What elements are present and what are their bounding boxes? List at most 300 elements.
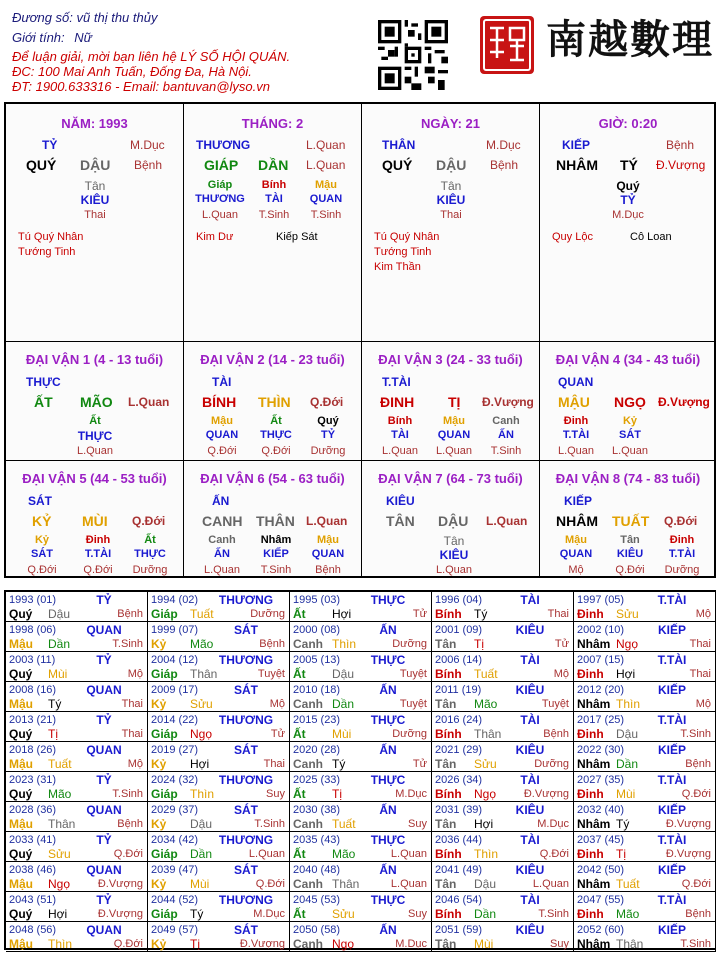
year-stem: Đinh — [577, 787, 604, 801]
hidden-stage: T.Sinh — [490, 445, 522, 457]
year-cell — [6, 922, 148, 952]
year-branch: Sửu — [332, 907, 355, 921]
hidden-stage: Q.Đới — [207, 445, 237, 457]
year-stem: Tân — [435, 757, 457, 771]
hidden-stage: L.Quan — [435, 445, 473, 457]
year-stage: Mộ — [695, 608, 711, 620]
year-star: T.TÀI — [657, 653, 687, 667]
year-stage: Q.Đới — [113, 848, 143, 860]
year-cell — [148, 592, 290, 622]
pillar-branch: DẬU — [436, 157, 467, 173]
year-stage: Đ.Vượng — [523, 788, 569, 800]
hidden-stage: L.Quan — [203, 564, 241, 576]
year-cell — [432, 592, 574, 622]
year-label: 2036 (44) — [435, 834, 483, 846]
year-stage: L.Quan — [248, 848, 285, 860]
year-label: 2014 (22) — [151, 714, 199, 726]
hidden-star: T.TÀI — [562, 429, 590, 441]
hidden-stem: Ất — [89, 415, 101, 427]
year-branch: Mão — [616, 907, 640, 921]
year-label: 2010 (18) — [293, 684, 341, 696]
year-stem: Quý — [9, 907, 33, 921]
year-label: 1996 (04) — [435, 594, 483, 606]
hidden-star: KIÊU — [80, 193, 110, 207]
year-star: KIẾP — [657, 803, 686, 817]
year-branch: Mùi — [474, 937, 494, 951]
year-star: ẤN — [379, 803, 397, 817]
year-stage: T.Sinh — [254, 818, 285, 830]
year-branch: Mão — [332, 847, 356, 861]
year-label: 2050 (58) — [293, 924, 341, 936]
year-branch: Dần — [332, 697, 355, 711]
year-cell — [148, 832, 290, 862]
year-star: THƯƠNG — [218, 893, 274, 907]
hidden-stage: T.Sinh — [258, 209, 290, 221]
year-label: 2009 (17) — [151, 684, 199, 696]
year-stage: Đ.Vượng — [97, 908, 143, 920]
year-stem: Canh — [293, 817, 323, 831]
year-cell — [6, 712, 148, 742]
year-label: 2000 (08) — [293, 624, 341, 636]
year-stem: Nhâm — [577, 817, 611, 831]
dai-van-star: KIÊU — [386, 494, 415, 508]
year-star: KIÊU — [515, 623, 545, 637]
dai-van-title: ĐẠI VẬN 4 (34 - 43 tuổi) — [555, 352, 701, 367]
dai-van-title: ĐẠI VẬN 2 (14 - 23 tuổi) — [200, 352, 345, 367]
year-cell — [432, 772, 574, 802]
hidden-stage: Bệnh — [315, 564, 341, 576]
year-star: TÀI — [520, 713, 540, 727]
pillar-top-star: TỶ — [42, 138, 58, 152]
pillar-note: Tú Quý Nhân — [374, 231, 440, 243]
year-stage: Bệnh — [543, 728, 569, 740]
year-stage: Thai — [689, 668, 711, 680]
year-stage: Dưỡng — [392, 638, 427, 650]
year-cell — [290, 682, 432, 712]
year-branch: Tý — [474, 607, 488, 621]
year-stage: Mộ — [695, 698, 711, 710]
year-cell — [148, 622, 290, 652]
year-stem: Quý — [9, 847, 33, 861]
year-stage: Bệnh — [685, 908, 711, 920]
gender-label: Giới tính: — [12, 30, 65, 45]
year-star: ẤN — [379, 683, 397, 697]
year-cell — [6, 592, 148, 622]
year-label: 1999 (07) — [151, 624, 199, 636]
hidden-star: QUAN — [311, 548, 345, 560]
year-star: TỶ — [96, 653, 112, 667]
year-cell — [148, 892, 290, 922]
year-stage: L.Quan — [390, 848, 427, 860]
year-stem: Nhâm — [577, 637, 611, 651]
year-branch: Thân — [332, 877, 360, 891]
year-stage: Tuyệt — [399, 698, 427, 710]
year-stage: Tuyệt — [257, 668, 285, 680]
year-branch: Dần — [48, 637, 71, 651]
year-cell — [6, 622, 148, 652]
dai-van-7 — [362, 461, 540, 576]
dai-van-stage: Q.Đới — [664, 514, 698, 528]
dai-van-branch: MÙI — [82, 513, 108, 529]
year-stem: Mậu — [9, 757, 33, 771]
year-branch: Tị — [332, 787, 342, 801]
year-stage: Q.Đới — [539, 848, 569, 860]
year-stage: Đ.Vượng — [665, 818, 711, 830]
year-cell — [148, 742, 290, 772]
year-stage: L.Quan — [390, 878, 427, 890]
year-stage: Bệnh — [259, 638, 285, 650]
dai-van-branch: TỊ — [448, 394, 461, 410]
hidden-stage: Q.Đới — [615, 564, 645, 576]
year-star: QUAN — [86, 743, 122, 757]
year-stage: M.Dục — [253, 908, 285, 920]
hidden-star: KIÊU — [439, 548, 469, 562]
pillar-top-star: KIẾP — [562, 138, 591, 152]
year-cell — [290, 742, 432, 772]
year-stem: Quý — [9, 607, 33, 621]
year-cell — [148, 712, 290, 742]
pillar-chart — [4, 102, 716, 578]
year-stem: Bính — [435, 607, 462, 621]
year-label: 2042 (50) — [577, 864, 625, 876]
year-cell — [574, 892, 716, 922]
year-stem: Kỷ — [151, 697, 167, 711]
year-star: KIẾP — [657, 923, 686, 937]
year-stem: Ất — [293, 607, 306, 621]
year-cell — [432, 862, 574, 892]
year-branch: Mùi — [48, 667, 68, 681]
hidden-stem: Tân — [620, 534, 640, 546]
year-branch: Mão — [190, 637, 214, 651]
year-branch: Thìn — [616, 697, 641, 711]
year-stage: Tuyệt — [399, 668, 427, 680]
year-stage: Q.Đới — [113, 938, 143, 950]
year-star: THỰC — [370, 833, 406, 847]
year-stem: Bính — [435, 727, 462, 741]
year-stage: Mộ — [127, 668, 143, 680]
dai-van-stage: L.Quan — [128, 395, 170, 409]
year-cell — [290, 592, 432, 622]
year-stem: Mậu — [9, 697, 33, 711]
dai-van-4 — [540, 342, 716, 461]
year-cell — [290, 712, 432, 742]
year-star: QUAN — [86, 923, 122, 937]
year-stage: Mộ — [127, 758, 143, 770]
hidden-stem: Đinh — [563, 415, 589, 427]
year-cell — [148, 862, 290, 892]
year-branch: Dậu — [474, 877, 497, 891]
year-star: TỶ — [96, 893, 112, 907]
year-stage: T.Sinh — [680, 728, 711, 740]
dai-van-stem: KỶ — [32, 513, 52, 529]
contact-line: Để luận giải, mời bạn liên hệ LÝ SỐ HỘI QUÁN. — [12, 49, 291, 64]
year-stage: Suy — [408, 908, 427, 920]
year-star: KIÊU — [515, 923, 545, 937]
year-stem: Bính — [435, 847, 462, 861]
hidden-star: QUAN — [437, 429, 471, 441]
year-stage: Tử — [412, 608, 427, 620]
owner-name: vũ thị thu thủy — [76, 10, 158, 25]
year-cell — [432, 712, 574, 742]
year-cell — [432, 622, 574, 652]
hidden-star: T.TÀI — [84, 548, 112, 560]
year-stage: Mộ — [269, 698, 285, 710]
year-stem: Bính — [435, 907, 462, 921]
year-branch: Tuất — [616, 877, 640, 891]
year-stem: Giáp — [151, 667, 178, 681]
year-cell — [148, 682, 290, 712]
year-cell — [6, 652, 148, 682]
year-stage: T.Sinh — [680, 938, 711, 950]
address-line: ĐC: 100 Mai Anh Tuấn, Đống Đa, Hà Nội. — [12, 64, 252, 79]
pillar-hour — [540, 104, 716, 342]
hidden-stem: Ất — [144, 534, 156, 546]
year-branch: Hợi — [190, 757, 210, 771]
pillar-note: Quy Lộc — [552, 231, 593, 243]
year-star: ẤN — [379, 863, 397, 877]
year-star: TỶ — [96, 773, 112, 787]
year-label: 2035 (43) — [293, 834, 341, 846]
year-star: TỶ — [96, 713, 112, 727]
hidden-stem: Mậu — [315, 179, 337, 191]
dai-van-star: QUAN — [558, 375, 594, 389]
hidden-stem: Canh — [492, 415, 520, 427]
year-label: 2026 (34) — [435, 774, 483, 786]
year-star: T.TÀI — [657, 833, 687, 847]
year-stage: Suy — [408, 818, 427, 830]
year-stem: Đinh — [577, 667, 604, 681]
hidden-stem: Nhâm — [260, 534, 292, 546]
year-star: KIẾP — [657, 863, 686, 877]
year-branch: Dậu — [190, 817, 213, 831]
dai-van-star: KIẾP — [564, 494, 593, 508]
hidden-star: TỶ — [320, 429, 336, 441]
dai-van-stage: L.Quan — [486, 514, 528, 528]
year-stem: Quý — [9, 727, 33, 741]
year-label: 2020 (28) — [293, 744, 341, 756]
year-branch: Tị — [48, 727, 58, 741]
year-stage: M.Dục — [395, 788, 427, 800]
year-cell — [574, 652, 716, 682]
year-branch: Dậu — [616, 727, 639, 741]
year-branch: Hợi — [616, 667, 636, 681]
hidden-star: THƯƠNG — [195, 193, 245, 205]
year-branch: Hợi — [332, 607, 352, 621]
year-stem: Tân — [435, 937, 457, 951]
year-star: TÀI — [520, 653, 540, 667]
hidden-star: THỰC — [77, 429, 113, 443]
year-label: 2031 (39) — [435, 804, 483, 816]
year-star: SÁT — [234, 863, 258, 877]
year-stage: M.Dục — [395, 938, 427, 950]
year-branch: Tý — [332, 757, 346, 771]
pillar-stage: Bệnh — [134, 158, 163, 172]
dai-van-stage: L.Quan — [306, 514, 348, 528]
dai-van-stage: Đ.Vượng — [658, 395, 710, 409]
year-cell — [290, 862, 432, 892]
year-star: THƯƠNG — [218, 593, 274, 607]
year-stem: Canh — [293, 937, 323, 951]
year-branch: Ngọ — [332, 937, 355, 951]
year-cell — [148, 772, 290, 802]
year-label: 2043 (51) — [9, 894, 57, 906]
year-label: 1997 (05) — [577, 594, 625, 606]
hidden-star: KIÊU — [616, 548, 644, 560]
year-label: 2048 (56) — [9, 924, 57, 936]
year-label: 2046 (54) — [435, 894, 483, 906]
year-stem: Ất — [293, 847, 306, 861]
year-star: THƯƠNG — [218, 833, 274, 847]
hidden-star: T.TÀI — [668, 548, 696, 560]
year-star: THƯƠNG — [218, 713, 274, 727]
year-stage: Bệnh — [117, 608, 143, 620]
year-label: 1993 (01) — [9, 594, 57, 606]
year-branch: Thìn — [332, 637, 357, 651]
year-stem: Kỷ — [151, 757, 167, 771]
dai-van-stem: CANH — [202, 513, 243, 529]
hidden-stage: Q.Đới — [261, 445, 291, 457]
dai-van-title: ĐẠI VẬN 1 (4 - 13 tuổi) — [25, 352, 164, 367]
year-stage: L.Quan — [532, 878, 569, 890]
year-label: 2016 (24) — [435, 714, 483, 726]
year-branch: Ngọ — [190, 727, 213, 741]
year-stem: Kỷ — [151, 937, 167, 951]
year-branch: Thân — [616, 937, 644, 951]
year-branch: Mão — [48, 787, 72, 801]
year-stage: Thai — [689, 638, 711, 650]
hidden-stage: T.Sinh — [310, 209, 342, 221]
owner-line — [12, 10, 157, 25]
year-stage: Thai — [121, 698, 143, 710]
dai-van-title: ĐẠI VẬN 8 (74 - 83 tuổi) — [555, 471, 701, 486]
year-star: THỰC — [370, 773, 406, 787]
year-branch: Ngọ — [616, 637, 639, 651]
year-cell — [6, 772, 148, 802]
owner-label: Đương số: — [12, 10, 73, 25]
hidden-star: THỰC — [260, 429, 292, 441]
year-stage: Đ.Vượng — [97, 878, 143, 890]
pillar-note: Kiếp Sát — [276, 231, 318, 243]
pillar-month — [184, 104, 362, 342]
year-stem: Ất — [293, 787, 306, 801]
year-stem: Tân — [435, 697, 457, 711]
year-cell — [432, 922, 574, 952]
dai-van-branch: THÂN — [256, 513, 295, 529]
dai-van-branch: DẬU — [438, 513, 469, 529]
dai-van-star: ẤN — [212, 494, 230, 508]
year-label: 2033 (41) — [9, 834, 57, 846]
hidden-star: QUAN — [205, 429, 239, 441]
year-stem: Tân — [435, 637, 457, 651]
year-label: 2039 (47) — [151, 864, 199, 876]
year-branch: Tý — [616, 817, 630, 831]
year-stage: Q.Đới — [681, 878, 711, 890]
dai-van-stage: Đ.Vượng — [482, 395, 534, 409]
year-stem: Giáp — [151, 607, 178, 621]
hidden-stage: Q.Đới — [83, 564, 113, 576]
dai-van-stem: ĐINH — [380, 394, 415, 410]
year-stage: Q.Đới — [681, 788, 711, 800]
hidden-stem: Mậu — [317, 534, 339, 546]
year-stage: Tử — [270, 728, 285, 740]
dai-van-stem: MẬU — [558, 394, 590, 410]
pillar-note: Cô Loan — [630, 231, 672, 243]
year-branch: Mùi — [332, 727, 352, 741]
year-branch: Hợi — [48, 907, 68, 921]
year-label: 2030 (38) — [293, 804, 341, 816]
dai-van-3 — [362, 342, 540, 461]
year-stem: Canh — [293, 697, 323, 711]
year-branch: Thìn — [474, 847, 499, 861]
pillar-stage: Đ.Vượng — [656, 158, 706, 172]
year-stem: Mậu — [9, 817, 33, 831]
year-stem: Nhâm — [577, 877, 611, 891]
year-label: 1994 (02) — [151, 594, 199, 606]
year-star: SÁT — [234, 923, 258, 937]
year-star: SÁT — [234, 683, 258, 697]
year-branch: Tuất — [332, 817, 356, 831]
year-branch: Dậu — [48, 607, 71, 621]
hidden-stage: L.Quan — [76, 445, 114, 457]
dai-van-branch: TUẤT — [612, 513, 650, 529]
dai-van-branch: THÌN — [258, 394, 291, 410]
pillar-stem: QUÝ — [382, 157, 413, 173]
year-stem: Giáp — [151, 907, 178, 921]
dai-van-star: TÀI — [212, 375, 232, 389]
year-cell — [148, 922, 290, 952]
hidden-stem: Mậu — [565, 534, 587, 546]
year-branch: Tị — [190, 937, 200, 951]
year-label: 2013 (21) — [9, 714, 57, 726]
year-label: 2003 (11) — [9, 654, 56, 666]
hidden-stem: Tân — [443, 534, 465, 548]
year-stage: M.Dục — [537, 818, 569, 830]
year-label: 2021 (29) — [435, 744, 483, 756]
year-stem: Nhâm — [577, 937, 611, 951]
year-cell — [6, 742, 148, 772]
pillar-top-tag: M.Dục — [486, 138, 521, 152]
year-stem: Canh — [293, 637, 323, 651]
year-stem: Đinh — [577, 847, 604, 861]
hidden-stem: Tân — [84, 179, 106, 193]
year-label: 2011 (19) — [435, 684, 482, 696]
year-label: 2022 (30) — [577, 744, 625, 756]
qr-code-icon[interactable] — [378, 20, 448, 90]
year-star: TÀI — [520, 833, 540, 847]
year-cell — [290, 832, 432, 862]
dai-van-8 — [540, 461, 716, 576]
year-star: SÁT — [234, 743, 258, 757]
hidden-star: SÁT — [619, 429, 641, 441]
year-cell — [432, 652, 574, 682]
year-branch: Tị — [616, 847, 626, 861]
year-label: 2052 (60) — [577, 924, 625, 936]
pillar-day — [362, 104, 540, 342]
year-stage: Bệnh — [685, 758, 711, 770]
dai-van-stem: NHÂM — [556, 513, 598, 529]
year-stem: Tân — [435, 817, 457, 831]
year-branch: Dần — [474, 907, 497, 921]
year-cell — [6, 862, 148, 892]
year-stage: T.Sinh — [538, 908, 569, 920]
year-cell — [574, 772, 716, 802]
year-stem: Ất — [293, 667, 306, 681]
year-label: 2037 (45) — [577, 834, 625, 846]
year-label: 2001 (09) — [435, 624, 483, 636]
year-branch: Sửu — [48, 847, 71, 861]
year-star: SÁT — [234, 803, 258, 817]
dai-van-star: T.TÀI — [382, 375, 411, 389]
